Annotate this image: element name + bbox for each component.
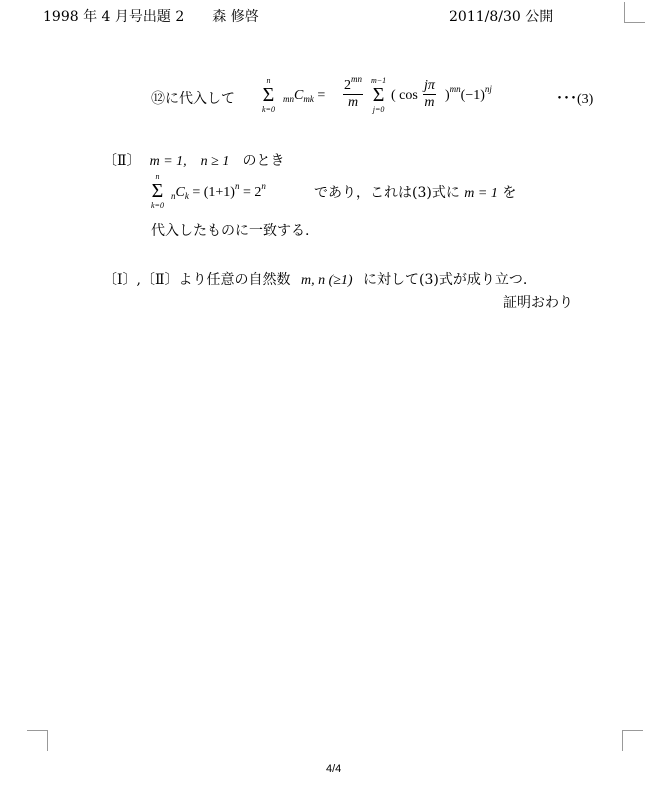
- case2-c: C: [175, 185, 185, 200]
- eq3-cos-exp: mn: [449, 84, 461, 94]
- case2-pre: n: [171, 191, 176, 201]
- page-number: 4/4: [326, 763, 342, 775]
- qed-text: 証明おわり: [503, 295, 573, 311]
- eq3-binom: [283, 88, 325, 104]
- eq3-frac2-num: jπ: [424, 78, 435, 93]
- eq3-tail: (−1): [460, 88, 485, 103]
- eq3-frac-num-base: 2: [344, 78, 351, 93]
- case2-text1-math: m = 1: [464, 186, 498, 201]
- case2-text1-end: を: [502, 185, 517, 201]
- top-right-corner-mark: [624, 2, 645, 23]
- case2-sum-lower: k=0: [151, 201, 164, 210]
- case2-binom: [171, 181, 266, 201]
- case2-heading: [103, 150, 284, 170]
- header-title: 1998 年 4 月号出題 2 森 修啓: [43, 9, 259, 25]
- case2-label: 〔Ⅱ〕: [103, 153, 141, 169]
- eq3-cos-open: ( cos: [391, 88, 418, 103]
- conclusion-text: 〔Ⅰ〕,〔Ⅱ〕より任意の自然数: [103, 272, 291, 288]
- eq3-binom-c: C: [294, 88, 304, 103]
- conclusion-text-end: に対して(3)式が成り立つ.: [363, 272, 528, 288]
- eq3-equals: =: [317, 88, 326, 103]
- case2-rhs2: = 2: [242, 185, 262, 200]
- eq3-frac-den: m: [347, 95, 359, 110]
- eq3-tail-exp: nj: [484, 84, 492, 94]
- eq3-sum2-lower: j=0: [372, 105, 385, 114]
- case2-rhs2-exp: n: [261, 181, 266, 191]
- case2-equation: [151, 172, 571, 216]
- case2-rhs: = (1+1): [192, 185, 235, 200]
- eq3-fraction2: [423, 78, 436, 111]
- conclusion-math: m, n (≥1): [300, 273, 353, 288]
- eq3-sum: n Σ k=0: [262, 76, 275, 114]
- eq3-sum-lower: k=0: [262, 105, 275, 114]
- eq3-fraction: [343, 74, 363, 111]
- eq3-sum2-upper: m−1: [371, 76, 387, 85]
- eq3-frac2-den: m: [424, 95, 435, 110]
- case2-text1: であり，これは(3)式に m = 1 を: [314, 185, 517, 201]
- eq3-binom-pre: mn: [283, 94, 294, 104]
- eq3-lead-text: ⑫に代入して: [151, 91, 235, 107]
- eq3-sum-upper: n: [266, 76, 271, 85]
- case2-condition-suffix: のとき: [242, 153, 285, 169]
- bottom-left-corner-mark: [27, 730, 48, 751]
- case2-sub: k: [184, 191, 189, 201]
- case2-sum-upper: n: [155, 172, 160, 181]
- eq3-frac-num-exp: mn: [351, 74, 362, 84]
- conclusion-line: [103, 269, 527, 289]
- eq3-label: ･･･(3): [556, 92, 594, 107]
- eq3-binom-sub: mk: [303, 94, 314, 104]
- bottom-right-corner-mark: [622, 730, 643, 751]
- case2-text2: 代入したものに一致する.: [151, 223, 310, 239]
- case2-rhs-exp: n: [234, 181, 240, 191]
- eq3-cos-close: )$^{mn}(-1)^{nj}$: [445, 84, 492, 103]
- case2-sum: n Σ k=0: [151, 172, 164, 210]
- eq3-sum2: m−1 Σ j=0: [371, 76, 387, 114]
- header-date: 2011/8/30 公開: [449, 9, 554, 25]
- case2-condition: m = 1, n ≥ 1: [149, 154, 230, 169]
